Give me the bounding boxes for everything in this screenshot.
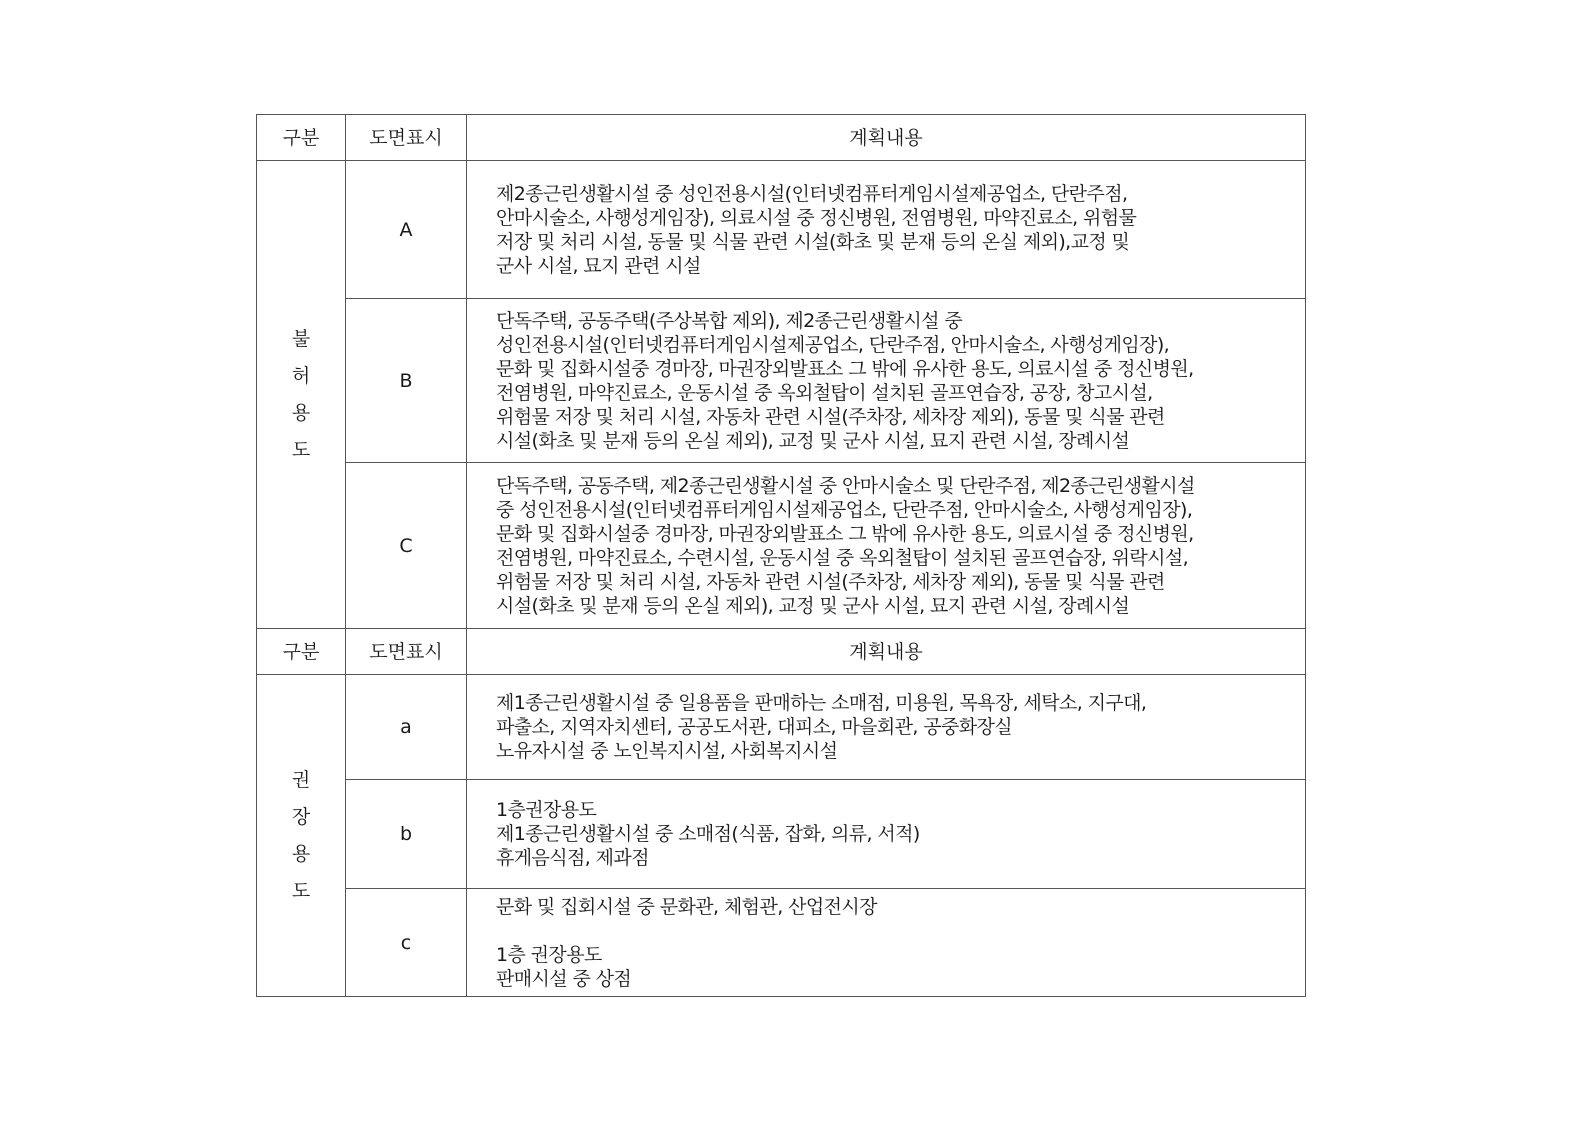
recommended-use-label: 권 장 용 도 [257,675,346,997]
drawing-mark-c: c [346,889,467,997]
plan-content-A: 제2종근린생활시설 중 성인전용시설(인터넷컴퓨터게임시설제공업소, 단란주점, 안마시술소, 사행성게임장), 의료시설 중 정신병원, 전염병원, 마약진료소, 위험물 저장 및 처리 시설, 동물 및 식물 관련 시설(화초 및 분재 등의 온실 제외),교정 및 군사 시설, 묘지 관련 시설 [467,161,1306,299]
plan-content-c: 문화 및 집회시설 중 문화관, 체험관, 산업전시장 1층 권장용도 판매시설 중 상점 [467,889,1306,997]
header-row [257,629,1306,675]
header-drawing-mark: 도면표시 [346,115,467,161]
drawing-mark-A: A [346,161,467,299]
table-row [257,675,1306,780]
header-category: 구분 [257,115,346,161]
table-row [257,889,1306,997]
prohibited-use-label: 불 허 용 도 [257,161,346,629]
table-row [257,161,1306,299]
drawing-mark-C: C [346,463,467,629]
drawing-mark-B: B [346,299,467,463]
header-row [257,115,1306,161]
land-use-plan-table [256,114,1306,997]
plan-content-b: 1층권장용도 제1종근린생활시설 중 소매점(식품, 잡화, 의류, 서적) 휴게음식점, 제과점 [467,780,1306,889]
drawing-mark-a: a [346,675,467,780]
header-drawing-mark: 도면표시 [346,629,467,675]
header-plan-content: 계획내용 [467,629,1306,675]
header-category: 구분 [257,629,346,675]
table-row [257,463,1306,629]
plan-content-C: 단독주택, 공동주택, 제2종근린생활시설 중 안마시술소 및 단란주점, 제2종근린생활시설 중 성인전용시설(인터넷컴퓨터게임시설제공업소, 단란주점, 안마시술소, 사행성게임장), 문화 및 집화시설중 경마장, 마권장외발표소 그 밖에 유사한 용도, 의료시설 중 정신병원, 전염병원, 마약진료소, 수련시설, 운동시설 중 옥외철탑이 설치된 골프연습장, 위락시설, 위험물 저장 및 처리 시설, 자동차 관련 시설(주차장, 세차장 제외), 동물 및 식물 관련 시설(화초 및 분재 등의 온실 제외), 교정 및 군사 시설, 묘지 관련 시설, 장례시설 [467,463,1306,629]
plan-content-a: 제1종근린생활시설 중 일용품을 판매하는 소매점, 미용원, 목욕장, 세탁소, 지구대, 파출소, 지역자치센터, 공공도서관, 대피소, 마을회관, 공중화장실 노유자시설 중 노인복지시설, 사회복지시설 [467,675,1306,780]
plan-content-B: 단독주택, 공동주택(주상복합 제외), 제2종근린생활시설 중 성인전용시설(인터넷컴퓨터게임시설제공업소, 단란주점, 안마시술소, 사행성게임장), 문화 및 집화시설중 경마장, 마권장외발표소 그 밖에 유사한 용도, 의료시설 중 정신병원, 전염병원, 마약진료소, 운동시설 중 옥외철탑이 설치된 골프연습장, 공장, 창고시설, 위험물 저장 및 처리 시설, 자동차 관련 시설(주차장, 세차장 제외), 동물 및 식물 관련 시설(화초 및 분재 등의 온실 제외), 교정 및 군사 시설, 묘지 관련 시설, 장례시설 [467,299,1306,463]
header-plan-content: 계획내용 [467,115,1306,161]
table-row [257,299,1306,463]
drawing-mark-b: b [346,780,467,889]
table-row [257,780,1306,889]
